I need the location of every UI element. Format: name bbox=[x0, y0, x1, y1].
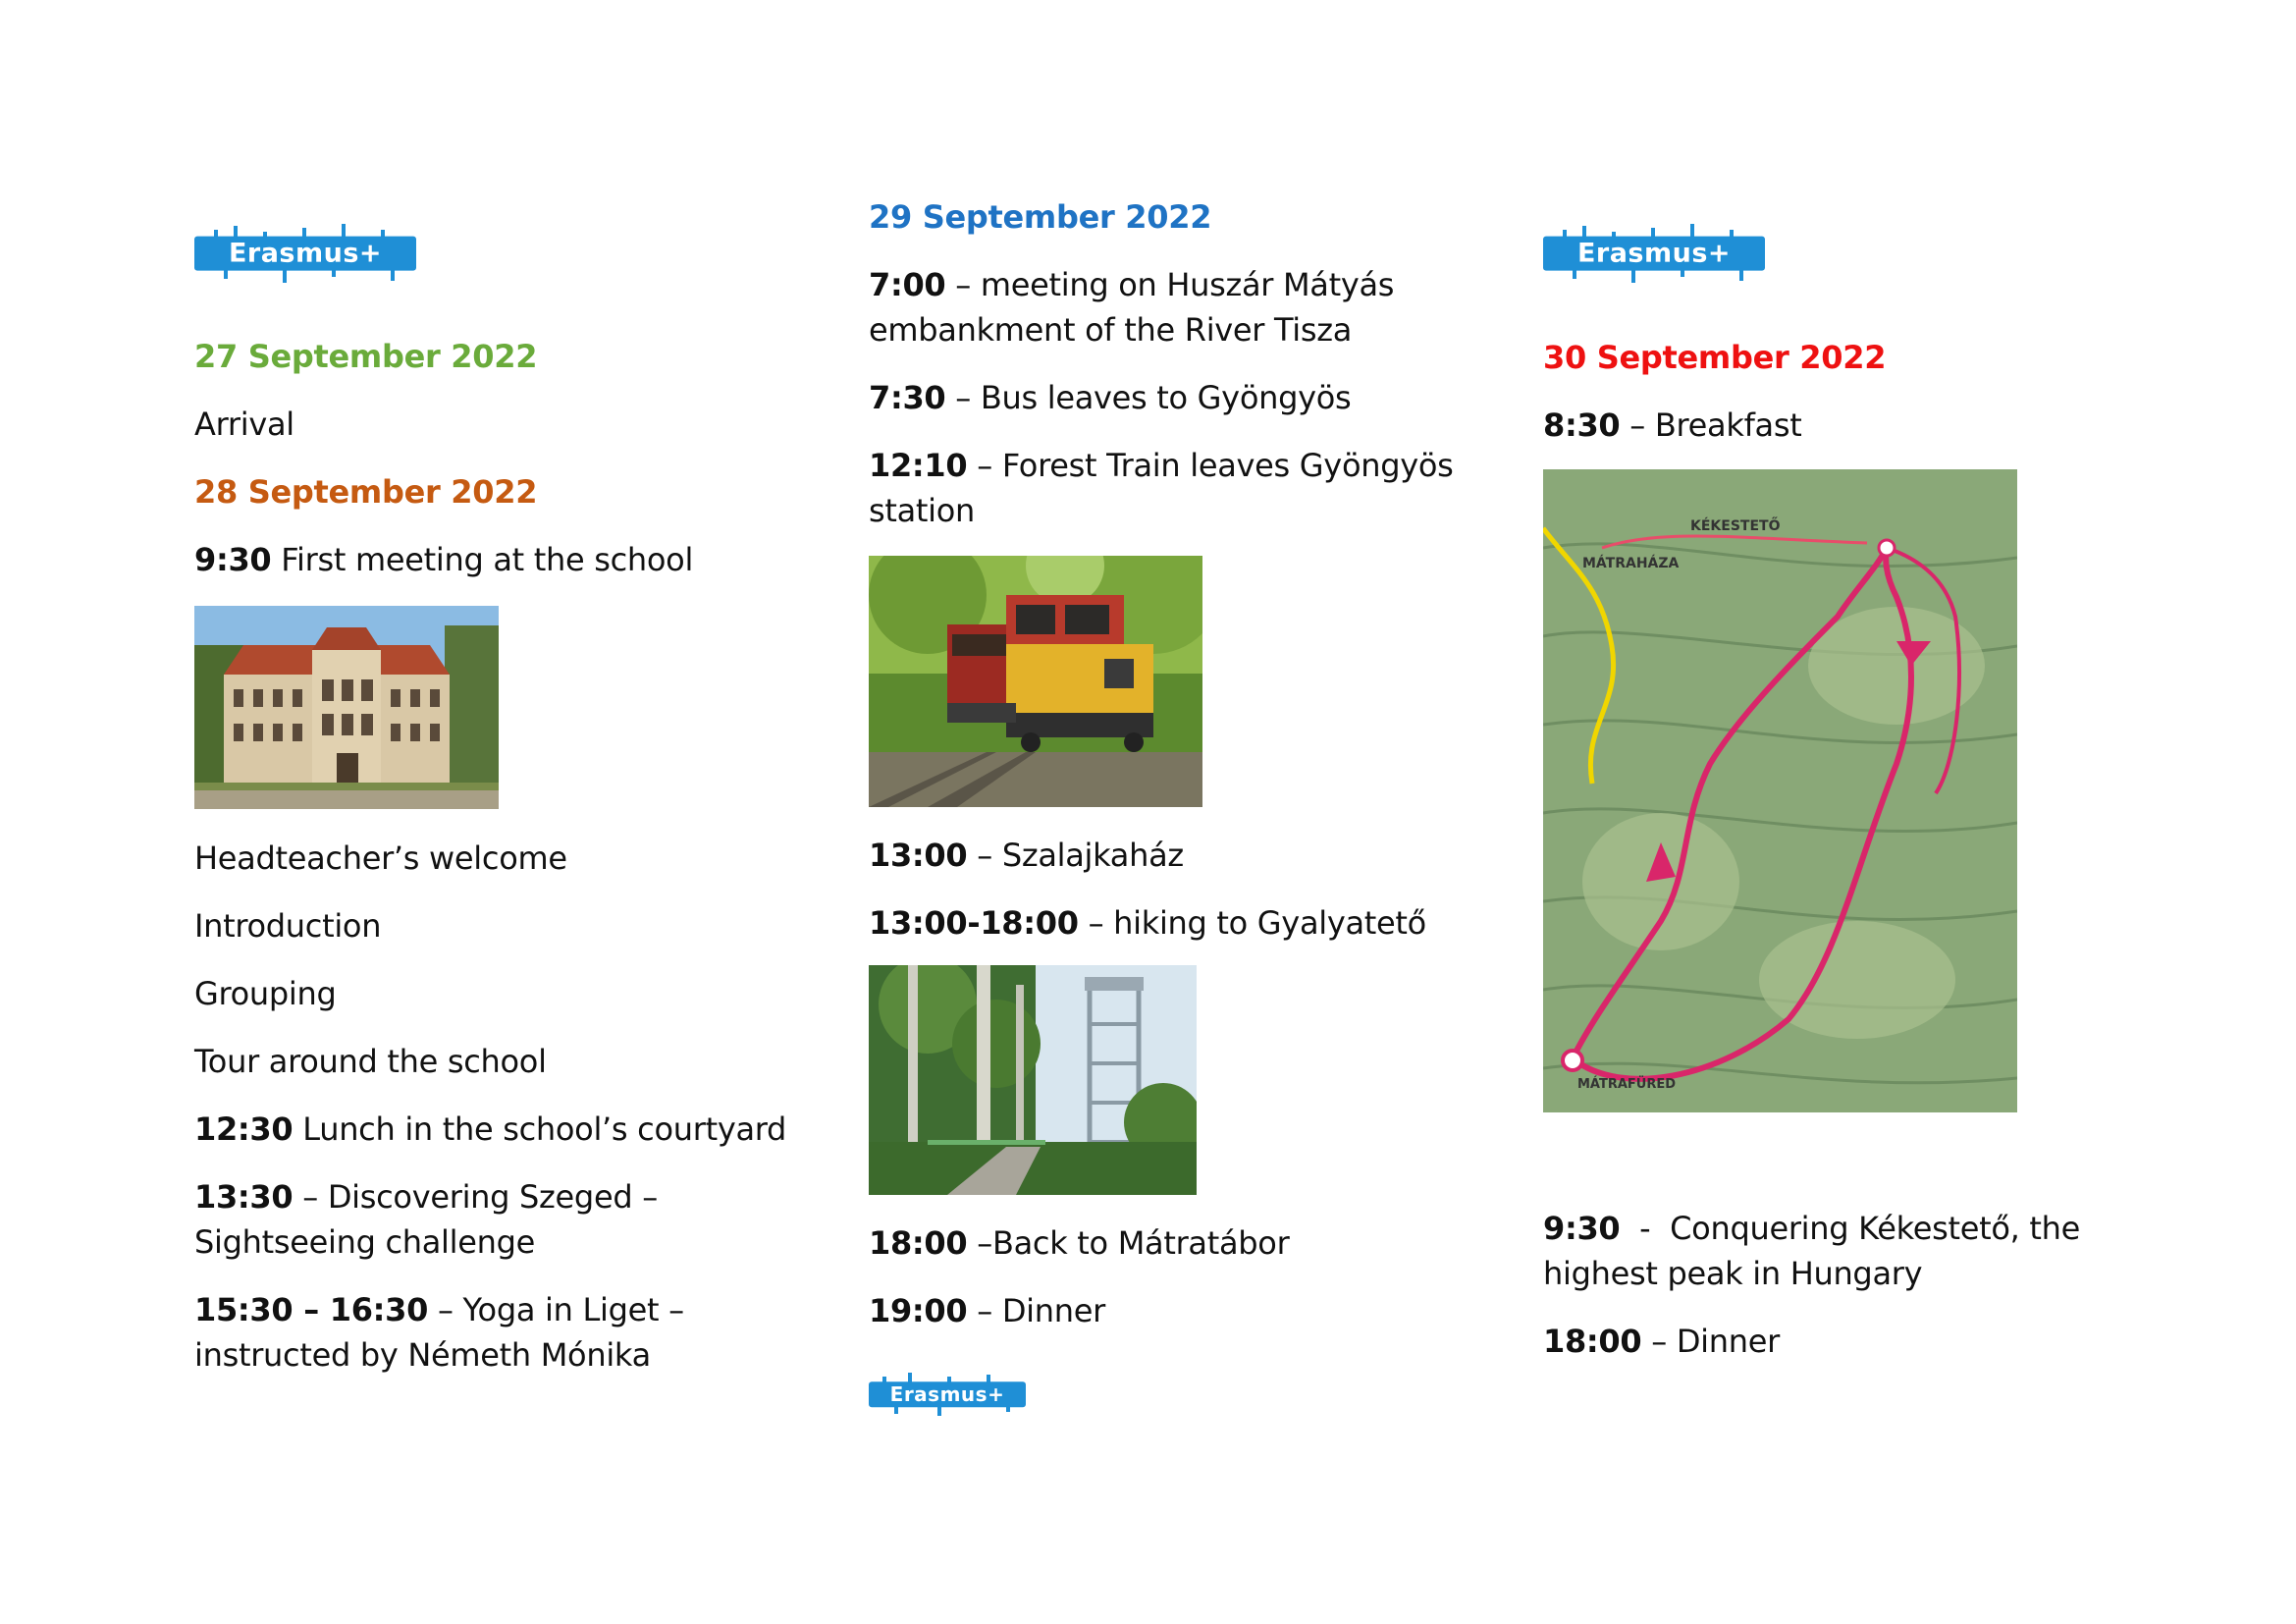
activity-forest-train: – Forest Train leaves Gyöngyös bbox=[967, 447, 1454, 484]
lookout-tower-photo bbox=[869, 965, 1197, 1195]
introduction-item: Introduction bbox=[194, 907, 382, 945]
schedule-item-1800 bbox=[869, 1220, 1289, 1266]
time-0700: 7:00 bbox=[869, 266, 946, 303]
map-label-matrahaza: MÁTRAHÁZA bbox=[1582, 556, 1680, 571]
activity-sightseeing: Sightseeing challenge bbox=[194, 1223, 535, 1261]
erasmus-logo-small bbox=[869, 1373, 1026, 1416]
activity-station: station bbox=[869, 492, 976, 529]
date-29-september: 29 September 2022 bbox=[869, 198, 1212, 236]
schedule-item-0730 bbox=[869, 375, 1351, 420]
map-label-kekesteto: KÉKESTETŐ bbox=[1690, 518, 1781, 534]
activity-back: –Back to Mátratábor bbox=[967, 1224, 1290, 1262]
school-building-photo bbox=[194, 606, 499, 809]
schedule-item-1330 bbox=[194, 1174, 658, 1219]
activity-breakfast: – Breakfast bbox=[1620, 406, 1802, 444]
activity-yoga: – Yoga in Liget – bbox=[428, 1291, 684, 1328]
date-27-september: 27 September 2022 bbox=[194, 338, 538, 375]
schedule-item-1530 bbox=[194, 1287, 684, 1332]
activity-dinner: – Dinner bbox=[967, 1292, 1105, 1329]
schedule-item-1210 bbox=[869, 443, 1454, 488]
activity-embankment-cont: embankment of the River Tisza bbox=[869, 311, 1353, 349]
schedule-item-0830 bbox=[1543, 403, 1801, 448]
activity-highest-peak: highest peak in Hungary bbox=[1543, 1255, 1923, 1292]
erasmus-logo-right bbox=[1543, 224, 1765, 283]
time-1300: 13:00 bbox=[869, 837, 968, 874]
activity-dinner-day3: – Dinner bbox=[1641, 1323, 1780, 1360]
schedule-item-0700 bbox=[869, 262, 1394, 307]
activity-yoga-instructor: instructed by Németh Mónika bbox=[194, 1336, 651, 1374]
arrival-item: Arrival bbox=[194, 406, 294, 443]
time-0930-day3: 9:30 bbox=[1543, 1210, 1621, 1247]
map-label-matrafured: MÁTRAFÜRED bbox=[1577, 1077, 1677, 1092]
activity-hiking: – hiking to Gyalyatető bbox=[1078, 904, 1426, 942]
time-1230: 12:30 bbox=[194, 1110, 294, 1148]
time-1530: 15:30 – 16:30 bbox=[194, 1291, 429, 1328]
schedule-item-0930 bbox=[194, 537, 693, 582]
hiking-route-map bbox=[1543, 469, 2017, 1112]
activity-first-meeting: First meeting at the school bbox=[271, 541, 694, 578]
time-0830: 8:30 bbox=[1543, 406, 1621, 444]
tour-item: Tour around the school bbox=[194, 1043, 547, 1080]
activity-szalajkahaz: – Szalajkaház bbox=[967, 837, 1184, 874]
forest-train-photo bbox=[869, 556, 1202, 807]
erasmus-logo-text: Erasmus+ bbox=[228, 238, 383, 269]
erasmus-logo-small-text: Erasmus+ bbox=[889, 1382, 1005, 1406]
schedule-item-1800-day3 bbox=[1543, 1319, 1780, 1364]
activity-lunch: Lunch in the school’s courtyard bbox=[293, 1110, 787, 1148]
activity-discovering-szeged: – Discovering Szeged – bbox=[293, 1178, 658, 1216]
activity-meeting-embankment: – meeting on Huszár Mátyás bbox=[945, 266, 1395, 303]
date-30-september: 30 September 2022 bbox=[1543, 339, 1887, 376]
time-0930: 9:30 bbox=[194, 541, 272, 578]
time-1210: 12:10 bbox=[869, 447, 968, 484]
time-0730: 7:30 bbox=[869, 379, 946, 416]
activity-bus: – Bus leaves to Gyöngyös bbox=[945, 379, 1352, 416]
headteacher-welcome: Headteacher’s welcome bbox=[194, 839, 567, 877]
schedule-item-1900 bbox=[869, 1288, 1105, 1333]
time-1900: 19:00 bbox=[869, 1292, 968, 1329]
erasmus-logo bbox=[194, 224, 416, 283]
activity-conquering: - Conquering Kékestető, the bbox=[1620, 1210, 2080, 1247]
schedule-item-1230 bbox=[194, 1107, 786, 1152]
schedule-item-1300-1800 bbox=[869, 900, 1426, 946]
grouping-item: Grouping bbox=[194, 975, 337, 1012]
date-28-september: 28 September 2022 bbox=[194, 473, 538, 511]
schedule-item-0930-day3 bbox=[1543, 1206, 2080, 1251]
time-1330: 13:30 bbox=[194, 1178, 294, 1216]
schedule-item-1300 bbox=[869, 833, 1184, 878]
time-1800-day3: 18:00 bbox=[1543, 1323, 1642, 1360]
erasmus-logo-right-text: Erasmus+ bbox=[1576, 238, 1732, 269]
time-1300-1800: 13:00-18:00 bbox=[869, 904, 1079, 942]
time-1800: 18:00 bbox=[869, 1224, 968, 1262]
